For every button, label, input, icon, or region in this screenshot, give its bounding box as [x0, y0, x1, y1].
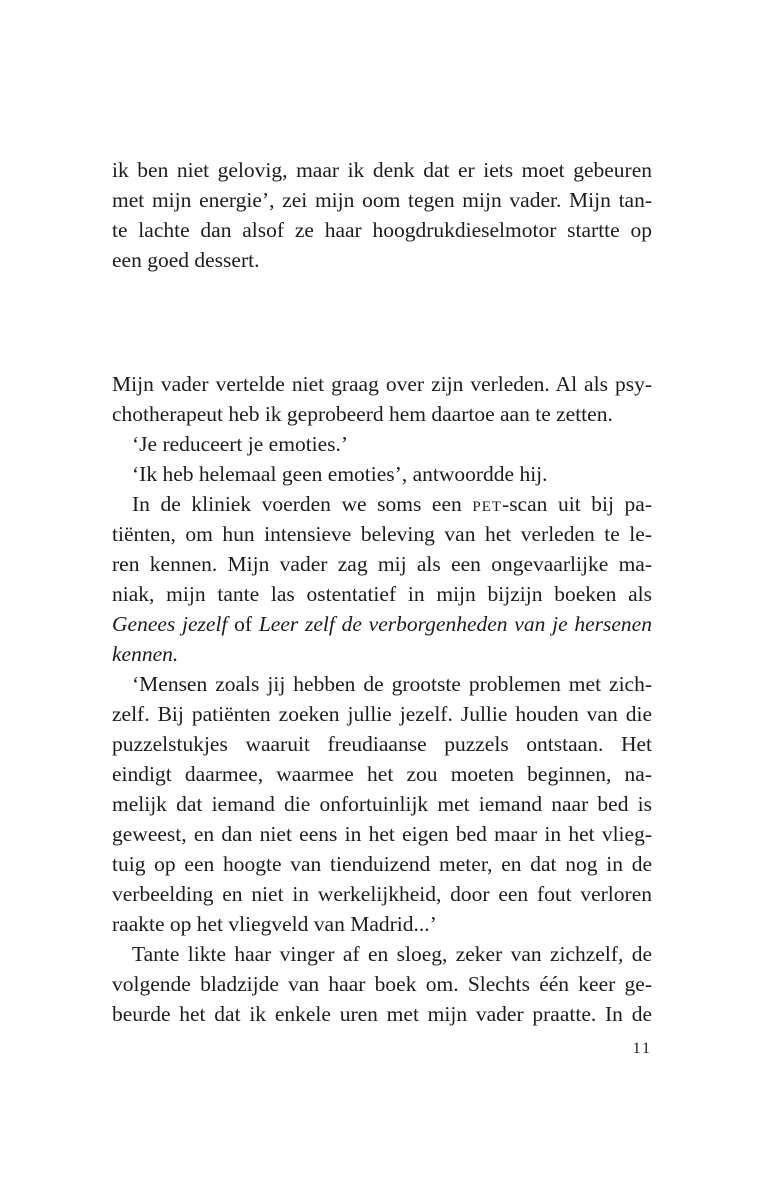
text-line — [112, 489, 652, 519]
text-fragment: of — [227, 612, 259, 636]
text-block-2 — [112, 369, 652, 1029]
text-line: tuig op een hoogte van tienduizend meter, en dat nog in de — [112, 852, 652, 876]
text-line: Mijn vader vertelde niet graag over zijn verleden. Al als psy- — [112, 372, 652, 396]
text-line: ‘Ik heb helemaal geen emoties’, antwoordde hij. — [132, 462, 548, 486]
text-line: puzzelstukjes waaruit freudiaanse puzzels ontstaan. Het — [112, 732, 652, 756]
text-line: volgende bladzijde van haar boek om. Slechts één keer ge- — [112, 972, 652, 996]
text-line: geweest, en dan niet eens in het eigen bed maar in het vlieg- — [112, 822, 652, 846]
text-line: ik ben niet gelovig, maar ik denk dat er iets moet gebeuren — [112, 158, 652, 182]
text-fragment: In de kliniek voerden we soms een — [132, 492, 473, 516]
italic-book-title: kennen. — [112, 642, 179, 666]
text-line: niak, mijn tante las ostentatief in mijn bijzijn boeken als — [112, 582, 652, 606]
text-line: zelf. Bij patiënten zoeken jullie jezelf. Jullie houden van die — [112, 702, 652, 726]
italic-book-title: Genees jezelf — [112, 612, 228, 636]
text-line: een goed dessert. — [112, 248, 260, 272]
text-line: eindigt daarmee, waarmee het zou moeten beginnen, na- — [112, 762, 652, 786]
text-line — [112, 639, 652, 669]
text-line: met mijn energie’, zei mijn oom tegen mijn vader. Mijn tan- — [112, 188, 652, 212]
text-line: raakte op het vliegveld van Madrid...’ — [112, 912, 437, 936]
text-line: melijk dat iemand die onfortuinlijk met iemand naar bed is — [112, 792, 652, 816]
page-number: 11 — [632, 1040, 652, 1057]
text-line: ‘Mensen zoals jij hebben de grootste problemen met zich- — [132, 672, 652, 696]
text-line: tiënten, om hun intensieve beleving van het verleden te le- — [112, 522, 652, 546]
small-caps-abbreviation: PET — [472, 499, 503, 515]
text-line: ‘Je reduceert je emoties.’ — [132, 432, 349, 456]
text-line — [112, 609, 652, 639]
italic-book-title: Leer zelf de verborgenheden van je hersenen — [258, 612, 652, 636]
text-line: ren kennen. Mijn vader zag mij als een ongevaarlijke ma- — [112, 552, 652, 576]
text-line: chotherapeut heb ik geprobeerd hem daartoe aan te zetten. — [112, 402, 613, 426]
text-fragment: -scan uit bij pa- — [502, 492, 652, 516]
text-block-1 — [112, 155, 652, 275]
text-line: te lachte dan alsof ze haar hoogdrukdieselmotor startte op — [112, 218, 652, 242]
text-line: Tante likte haar vinger af en sloeg, zeker van zichzelf, de — [132, 942, 652, 966]
text-line: beurde het dat ik enkele uren met mijn vader praatte. In de — [112, 1002, 652, 1026]
text-line: verbeelding en niet in werkelijkheid, door een fout verloren — [112, 882, 652, 906]
